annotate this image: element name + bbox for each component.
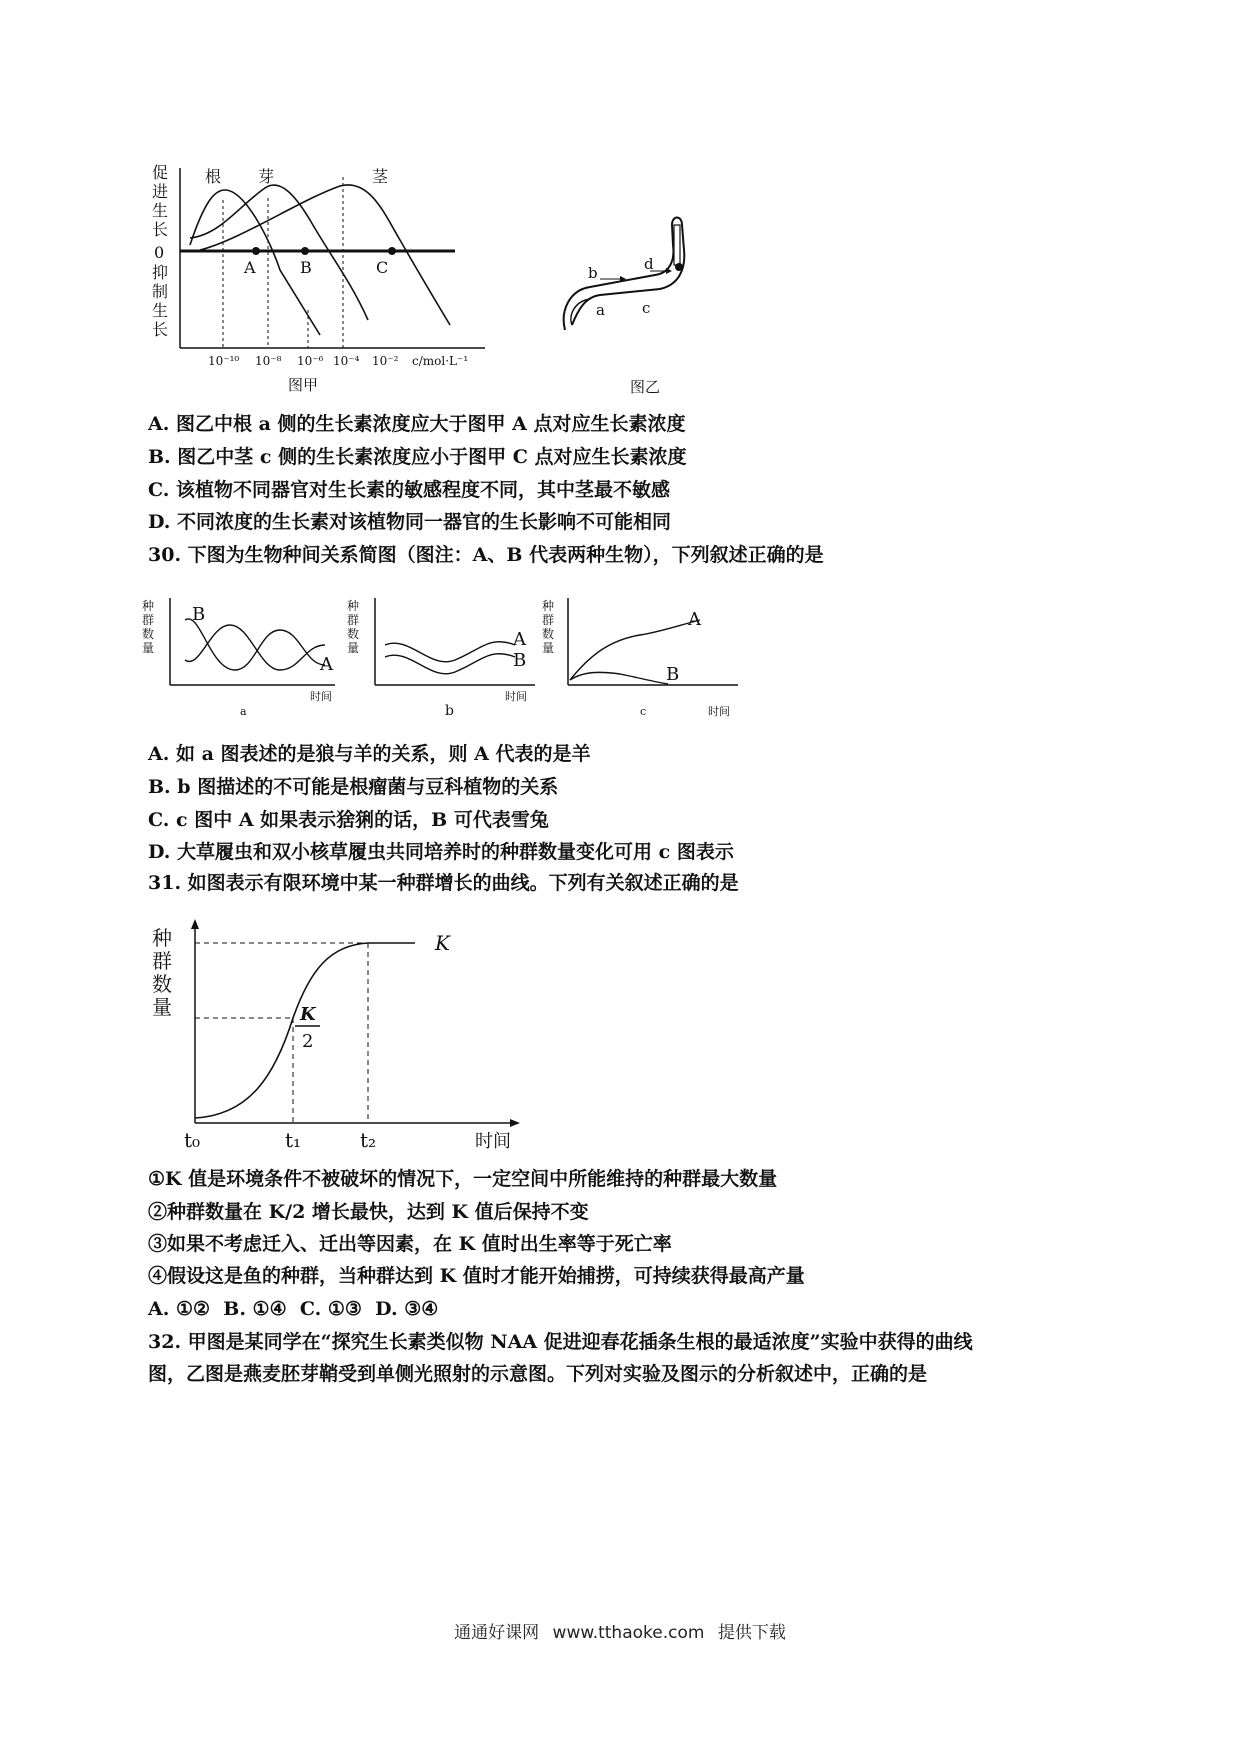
svg-text:A: A xyxy=(688,609,701,630)
svg-text:B: B xyxy=(192,604,206,625)
svg-text:d: d xyxy=(644,255,654,273)
svg-text:b: b xyxy=(445,703,454,719)
svg-text:生: 生 xyxy=(152,201,169,220)
svg-text:时间: 时间 xyxy=(708,705,730,718)
svg-text:群: 群 xyxy=(347,613,360,627)
svg-text:A: A xyxy=(244,258,256,277)
svg-text:量: 量 xyxy=(347,641,360,655)
svg-text:根: 根 xyxy=(205,167,222,186)
curve-labels xyxy=(205,167,390,186)
q30-stem: 30. 下图为生物种间关系简图（图注：A、B 代表两种生物），下列叙述正确的是 xyxy=(148,544,824,566)
footer-url[interactable]: www.tthaoke.com xyxy=(552,1623,705,1643)
svg-text:B: B xyxy=(300,258,312,277)
svg-text:长: 长 xyxy=(152,220,169,239)
q29-option-b: B. 图乙中茎 c 侧的生长素浓度应小于图甲 C 点对应生长素浓度 xyxy=(148,446,687,468)
svg-text:制: 制 xyxy=(152,282,169,301)
footer-site: 通通好课网 xyxy=(454,1623,540,1643)
q31-options: A. ①② B. ①④ C. ①③ D. ③④ xyxy=(148,1298,439,1320)
svg-text:a: a xyxy=(240,705,247,718)
svg-text:数: 数 xyxy=(142,627,155,641)
x-tick-labels xyxy=(208,354,468,368)
svg-text:时间: 时间 xyxy=(310,690,332,703)
footer-note: 提供下载 xyxy=(717,1623,786,1643)
svg-text:进: 进 xyxy=(152,182,169,201)
plant-labels xyxy=(588,255,654,319)
q31-logistic-curve xyxy=(150,915,530,1155)
figure-yi-plant xyxy=(560,215,720,400)
q30-panel-c xyxy=(540,590,750,720)
svg-text:群: 群 xyxy=(142,613,155,627)
svg-text:10⁻¹⁰: 10⁻¹⁰ xyxy=(208,354,240,368)
q29-option-c: C. 该植物不同器官对生长素的敏感程度不同，其中茎最不敏感 xyxy=(148,479,671,501)
svg-text:抑: 抑 xyxy=(152,263,169,282)
q31-statement-2: ②种群数量在 K/2 增长最快，达到 K 值后保持不变 xyxy=(148,1201,589,1223)
svg-text:0: 0 xyxy=(154,243,165,262)
svg-text:10⁻²: 10⁻² xyxy=(372,354,399,368)
svg-text:芽: 芽 xyxy=(258,167,275,186)
page-footer xyxy=(0,1618,1240,1643)
q32-stem-line1: 32. 甲图是某同学在“探究生长素类似物 NAA 促进迎春花插条生根的最适浓度”实验中获得的曲线 xyxy=(148,1331,973,1353)
bud-curve xyxy=(190,185,368,320)
svg-text:种: 种 xyxy=(142,599,155,613)
svg-text:K: K xyxy=(300,1004,316,1025)
svg-text:K: K xyxy=(435,931,450,955)
y-axis-label xyxy=(542,599,554,655)
point-labels xyxy=(243,258,388,277)
svg-text:种: 种 xyxy=(347,599,360,613)
svg-text:t₂: t₂ xyxy=(360,1128,377,1152)
q30-panel-a xyxy=(140,590,350,720)
svg-text:c: c xyxy=(640,705,647,718)
svg-text:C: C xyxy=(376,258,389,277)
svg-text:长: 长 xyxy=(152,320,169,339)
svg-text:时间: 时间 xyxy=(475,1131,511,1152)
svg-text:群: 群 xyxy=(152,949,172,973)
q30-panel-b xyxy=(345,590,545,720)
svg-text:10⁻⁴: 10⁻⁴ xyxy=(333,354,360,368)
svg-text:b: b xyxy=(588,264,598,282)
q31-statement-3: ③如果不考虑迁入、迁出等因素，在 K 值时出生率等于死亡率 xyxy=(148,1233,672,1255)
svg-text:量: 量 xyxy=(142,641,155,655)
svg-text:生: 生 xyxy=(152,301,169,320)
svg-text:种: 种 xyxy=(542,599,555,613)
svg-text:数: 数 xyxy=(152,972,172,996)
q30-option-b: B. b 图描述的不可能是根瘤菌与豆科植物的关系 xyxy=(148,776,559,798)
svg-text:促: 促 xyxy=(152,163,169,182)
svg-text:茎: 茎 xyxy=(372,167,389,186)
q31-statement-1: ①K 值是环境条件不被破坏的情况下，一定空间中所能维持的种群最大数量 xyxy=(148,1168,778,1190)
svg-text:10⁻⁸: 10⁻⁸ xyxy=(255,354,282,368)
q32-stem-line2: 图，乙图是燕麦胚芽鞘受到单侧光照射的示意图。下列对实验及图示的分析叙述中，正确的是 xyxy=(148,1363,928,1385)
figure-jia-auxin-curves xyxy=(150,160,500,400)
stem-curve xyxy=(200,185,450,325)
svg-text:时间: 时间 xyxy=(505,690,527,703)
svg-text:数: 数 xyxy=(347,627,360,641)
svg-text:B: B xyxy=(513,650,527,671)
svg-text:量: 量 xyxy=(542,641,555,655)
svg-text:2: 2 xyxy=(302,1031,314,1052)
svg-text:量: 量 xyxy=(152,995,172,1019)
svg-text:10⁻⁶: 10⁻⁶ xyxy=(297,354,324,368)
svg-text:c: c xyxy=(642,299,651,317)
q30-option-d: D. 大草履虫和双小核草履虫共同培养时的种群数量变化可用 c 图表示 xyxy=(148,841,734,863)
q29-option-d: D. 不同浓度的生长素对该植物同一器官的生长影响不可能相同 xyxy=(148,511,672,533)
svg-text:群: 群 xyxy=(542,613,555,627)
svg-text:t₀: t₀ xyxy=(184,1128,201,1152)
q31-stem: 31. 如图表示有限环境中某一种群增长的曲线。下列有关叙述正确的是 xyxy=(148,872,739,894)
svg-text:a: a xyxy=(596,301,605,319)
q30-option-a: A. 如 a 图表述的是狼与羊的关系，则 A 代表的是羊 xyxy=(148,743,591,765)
y-axis-label xyxy=(142,599,154,655)
svg-text:t₁: t₁ xyxy=(285,1128,302,1152)
svg-text:种: 种 xyxy=(152,926,172,950)
y-axis-labels xyxy=(152,163,168,339)
y-axis-label xyxy=(152,926,172,1019)
svg-text:A: A xyxy=(320,654,333,675)
q29-option-a: A. 图乙中根 a 侧的生长素浓度应大于图甲 A 点对应生长素浓度 xyxy=(148,413,686,435)
svg-text:A: A xyxy=(513,629,526,650)
svg-text:c/mol·L⁻¹: c/mol·L⁻¹ xyxy=(412,354,469,368)
figure-caption: 图甲 xyxy=(288,376,319,394)
svg-text:数: 数 xyxy=(542,627,555,641)
svg-text:B: B xyxy=(666,664,680,685)
y-axis-label xyxy=(347,599,359,655)
figure-caption: 图乙 xyxy=(630,378,661,396)
q31-statement-4: ④假设这是鱼的种群，当种群达到 K 值时才能开始捕捞，可持续获得最高产量 xyxy=(148,1265,805,1287)
q30-option-c: C. c 图中 A 如果表示猞猁的话，B 可代表雪兔 xyxy=(148,809,549,831)
guide-lines xyxy=(223,177,343,348)
